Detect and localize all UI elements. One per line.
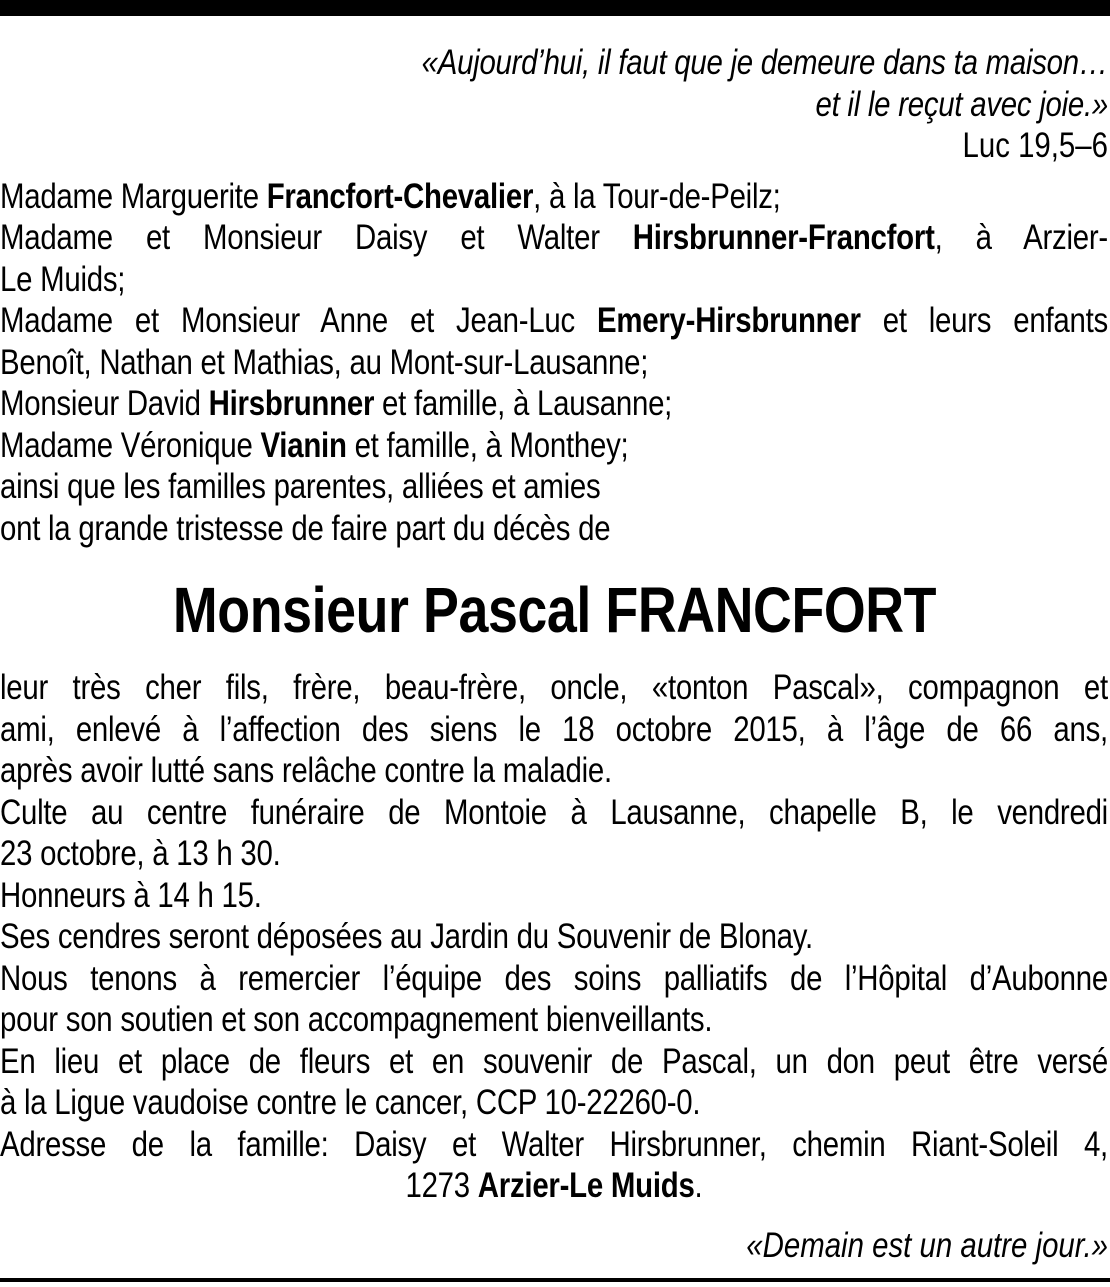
deceased-name-block [1,575,1109,645]
body-line: pour son soutien et son accompagnement bienveillants. [0,1000,713,1039]
family-member-3-cont: Benoît, Nathan et Mathias, au Mont-sur-Lausanne; [0,342,649,382]
body-line: Ses cendres seront déposées au Jardin du Souvenir de Blonay. [0,917,813,956]
closing-block [0,1225,1108,1267]
family-address-city: 1273 Arzier-Le Muids. [405,1166,703,1205]
family-member-2-cont: Le Muids; [0,259,126,299]
body-line: ami, enlevé à l’affection des siens le 18 octobre 2015, à l’âge de 66 ans, [0,709,1108,749]
family-member-5: Madame Véronique Vianin et famille, à Monthey; [0,425,629,465]
family-list [0,176,1108,550]
epigraph-reference: Luc 19,5–6 [962,126,1108,165]
body-line: après avoir lutté sans relâche contre la maladie. [0,751,612,790]
deceased-name: Monsieur Pascal FRANCFORT [172,574,937,646]
top-rule [0,0,1110,16]
announcement-line: ont la grande tristesse de faire part du décès de [0,508,611,548]
bottom-rule [0,1278,1110,1282]
body-line: Culte au centre funéraire de Montoie à Lausanne, chapelle B, le vendredi [0,792,1108,832]
family-member-4: Monsieur David Hirsbrunner et famille, à Lausanne; [0,384,673,423]
body-line: leur très cher fils, frère, beau-frère, oncle, «tonton Pascal», compagnon et [0,668,1108,707]
body-line: Nous tenons à remercier l’équipe des soins palliatifs de l’Hôpital d’Aubonne [0,958,1108,998]
epigraph-line-1: «Aujourd’hui, il faut que je demeure dans ta maison… [421,43,1109,82]
body-line: En lieu et place de fleurs et en souvenir de Pascal, un don peut être versé [0,1041,1108,1081]
body-line: 23 octobre, à 13 h 30. [0,834,281,873]
notice-body [0,667,1108,1207]
family-member-3: Madame et Monsieur Anne et Jean-Luc Emery-Hirsbrunner et leurs enfants [0,301,1108,340]
body-line: Honneurs à 14 h 15. [0,875,262,915]
family-address-line: Adresse de la famille: Daisy et Walter Hirsbrunner, chemin Riant-Soleil 4, [0,1124,1108,1164]
body-line: à la Ligue vaudoise contre le cancer, CCP 10-22260-0. [0,1083,701,1122]
family-member-2: Madame et Monsieur Daisy et Walter Hirsbrunner-Francfort, à Arzier- [0,218,1108,257]
epigraph [0,42,1108,167]
relatives-line: ainsi que les familles parentes, alliées et amies [0,467,601,506]
obituary-notice [0,42,1108,1266]
family-member-1: Madame Marguerite Francfort-Chevalier, à la Tour-de-Peilz; [0,176,781,216]
epigraph-line-2: et il le reçut avec joie.» [815,84,1108,124]
closing-quote: «Demain est un autre jour.» [746,1225,1108,1265]
